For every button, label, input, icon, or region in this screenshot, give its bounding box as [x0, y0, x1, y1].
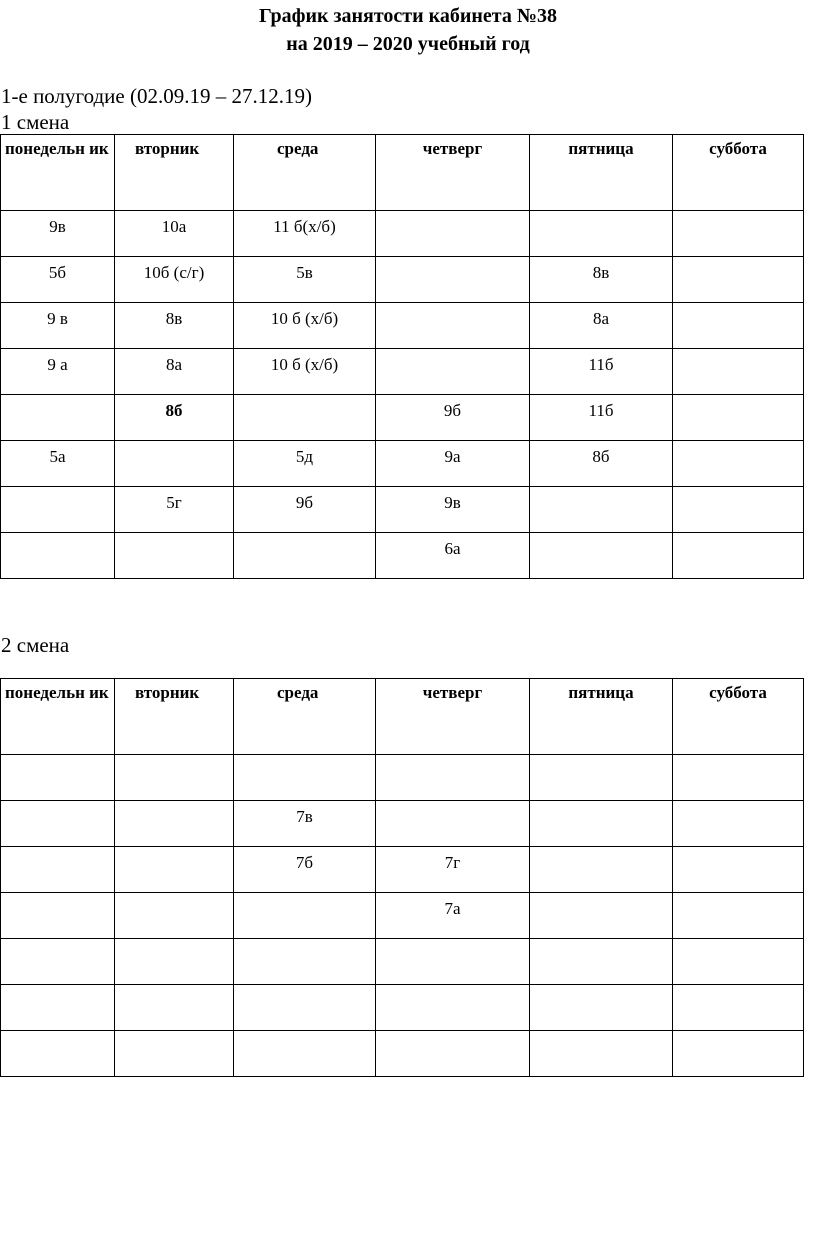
cell-saturday: [673, 801, 804, 847]
shift2-label: 2 смена: [1, 633, 70, 657]
cell-saturday: [673, 441, 804, 487]
cell-tuesday: [115, 533, 234, 579]
cell-saturday: [673, 893, 804, 939]
table-row: [1, 487, 804, 533]
cell-tuesday: [115, 755, 234, 801]
cell-thursday: [376, 257, 530, 303]
cell-wednesday: 9б: [234, 487, 376, 533]
cell-friday: [530, 211, 673, 257]
cell-tuesday: 5г: [115, 487, 234, 533]
cell-friday: [530, 939, 673, 985]
table-row: [1, 395, 804, 441]
header-friday: пятница: [530, 135, 673, 211]
header-wednesday: среда: [234, 135, 376, 211]
cell-monday: 9в: [1, 211, 115, 257]
cell-saturday: [673, 257, 804, 303]
cell-friday: [530, 1031, 673, 1077]
cell-thursday: [376, 1031, 530, 1077]
cell-saturday: [673, 847, 804, 893]
table-row: [1, 985, 804, 1031]
cell-tuesday: 10б (с/г): [115, 257, 234, 303]
cell-wednesday: [234, 395, 376, 441]
cell-monday: [1, 1031, 115, 1077]
cell-monday: 9 а: [1, 349, 115, 395]
cell-friday: 8в: [530, 257, 673, 303]
cell-wednesday: 11 б(х/б): [234, 211, 376, 257]
cell-wednesday: 5д: [234, 441, 376, 487]
cell-tuesday: [115, 893, 234, 939]
cell-friday: 8а: [530, 303, 673, 349]
cell-monday: [1, 801, 115, 847]
cell-thursday: [376, 939, 530, 985]
cell-monday: 9 в: [1, 303, 115, 349]
cell-saturday: [673, 755, 804, 801]
cell-thursday: 7г: [376, 847, 530, 893]
cell-friday: [530, 801, 673, 847]
table-row: [1, 801, 804, 847]
header-saturday: суббота: [673, 135, 804, 211]
cell-thursday: [376, 211, 530, 257]
cell-monday: [1, 487, 115, 533]
cell-thursday: [376, 303, 530, 349]
table-row: [1, 755, 804, 801]
cell-friday: 11б: [530, 349, 673, 395]
header-tuesday: вторник: [115, 679, 234, 755]
cell-monday: 5б: [1, 257, 115, 303]
cell-wednesday: 5в: [234, 257, 376, 303]
cell-wednesday: 10 б (х/б): [234, 303, 376, 349]
cell-thursday: 9б: [376, 395, 530, 441]
cell-monday: [1, 395, 115, 441]
cell-friday: [530, 755, 673, 801]
table-row: [1, 847, 804, 893]
cell-wednesday: [234, 755, 376, 801]
cell-thursday: 9а: [376, 441, 530, 487]
table-row: [1, 939, 804, 985]
table-row: [1, 533, 804, 579]
cell-saturday: [673, 303, 804, 349]
table-header-row: [1, 679, 804, 755]
cell-saturday: [673, 985, 804, 1031]
cell-monday: [1, 533, 115, 579]
cell-monday: [1, 755, 115, 801]
cell-tuesday: [115, 985, 234, 1031]
cell-tuesday: 8б: [115, 395, 234, 441]
table-row: [1, 211, 804, 257]
cell-friday: [530, 985, 673, 1031]
cell-tuesday: 8в: [115, 303, 234, 349]
header-thursday: четверг: [376, 135, 530, 211]
cell-thursday: 7а: [376, 893, 530, 939]
cell-tuesday: 8а: [115, 349, 234, 395]
shift1-table: [0, 134, 804, 579]
header-saturday: суббота: [673, 679, 804, 755]
cell-saturday: [673, 395, 804, 441]
cell-tuesday: [115, 441, 234, 487]
table-header-row: [1, 135, 804, 211]
shift1-label: 1 смена: [1, 110, 70, 134]
cell-wednesday: [234, 893, 376, 939]
header-thursday: четверг: [376, 679, 530, 755]
cell-thursday: [376, 349, 530, 395]
semester-label: 1-е полугодие (02.09.19 – 27.12.19): [1, 84, 312, 108]
header-monday: понедельн ик: [1, 679, 115, 755]
cell-wednesday: [234, 533, 376, 579]
table-row: [1, 441, 804, 487]
cell-tuesday: [115, 801, 234, 847]
shift2-table: [0, 678, 804, 1077]
cell-wednesday: [234, 939, 376, 985]
header-friday: пятница: [530, 679, 673, 755]
cell-thursday: [376, 985, 530, 1031]
cell-thursday: 9в: [376, 487, 530, 533]
cell-monday: [1, 893, 115, 939]
table-row: [1, 1031, 804, 1077]
table-row: [1, 349, 804, 395]
table-row: [1, 893, 804, 939]
cell-monday: 5а: [1, 441, 115, 487]
cell-thursday: [376, 755, 530, 801]
cell-monday: [1, 985, 115, 1031]
cell-saturday: [673, 487, 804, 533]
cell-saturday: [673, 349, 804, 395]
cell-friday: [530, 893, 673, 939]
cell-saturday: [673, 211, 804, 257]
header-monday: понедельн ик: [1, 135, 115, 211]
cell-friday: 11б: [530, 395, 673, 441]
cell-thursday: 6а: [376, 533, 530, 579]
cell-friday: [530, 487, 673, 533]
header-wednesday: среда: [234, 679, 376, 755]
cell-wednesday: 7б: [234, 847, 376, 893]
cell-friday: 8б: [530, 441, 673, 487]
cell-saturday: [673, 1031, 804, 1077]
cell-friday: [530, 847, 673, 893]
cell-wednesday: 7в: [234, 801, 376, 847]
cell-tuesday: 10а: [115, 211, 234, 257]
cell-wednesday: [234, 985, 376, 1031]
cell-saturday: [673, 533, 804, 579]
table-row: [1, 257, 804, 303]
table-row: [1, 303, 804, 349]
cell-tuesday: [115, 1031, 234, 1077]
cell-monday: [1, 847, 115, 893]
cell-tuesday: [115, 939, 234, 985]
document-subtitle: на 2019 – 2020 учебный год: [286, 33, 530, 55]
document-title: График занятости кабинета №38: [259, 5, 557, 27]
cell-tuesday: [115, 847, 234, 893]
cell-wednesday: 10 б (х/б): [234, 349, 376, 395]
cell-friday: [530, 533, 673, 579]
cell-thursday: [376, 801, 530, 847]
cell-wednesday: [234, 1031, 376, 1077]
cell-saturday: [673, 939, 804, 985]
header-tuesday: вторник: [115, 135, 234, 211]
cell-monday: [1, 939, 115, 985]
